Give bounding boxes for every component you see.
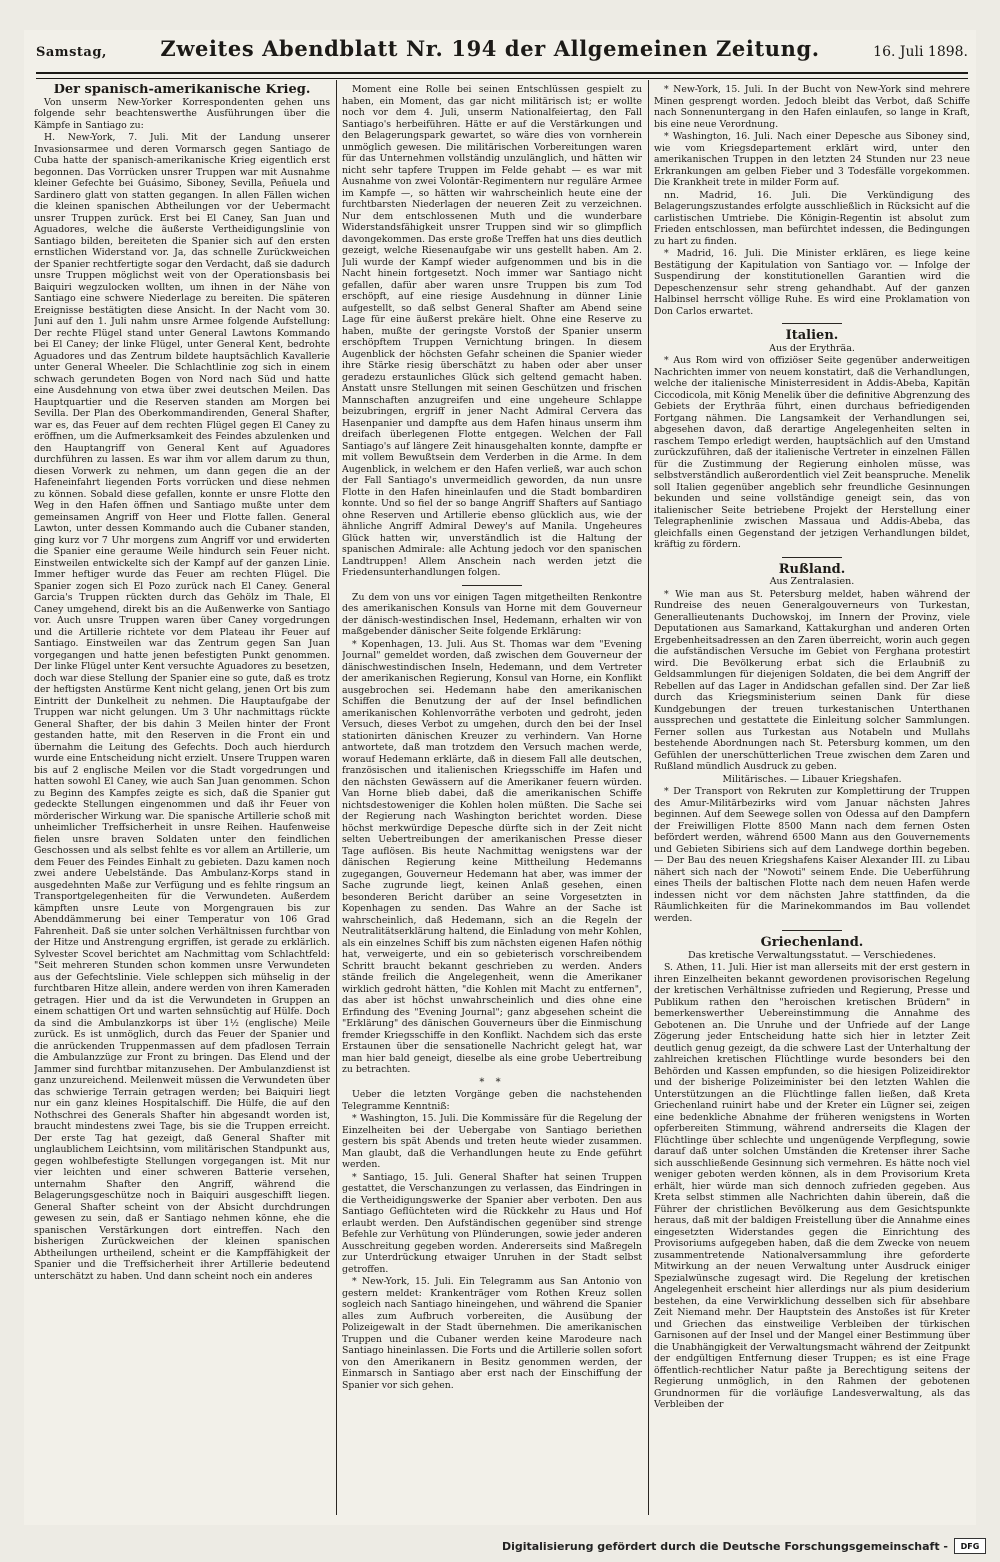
- section-divider: [782, 323, 842, 324]
- section-subheading-militaer: Militärisches. — Libauer Kriegshafen.: [722, 773, 902, 785]
- telegram-paragraph: * Madrid, 16. Juli. Die Minister erklären, es liege keine Bestätigung der Kapitulation von Santiago vor. — Infolge der Suspendirung der konstitutionellen Garantien wird die Depeschenzensur sehr streng gehandhabt. Auf der ganzen Halbinsel herrscht völlige Ruhe. Es wird eine Proklamation von Don Carlos erwartet.: [654, 248, 970, 317]
- telegram-paragraph: nn. Madrid, 16. Juli. Die Verkündigung des Belagerungszustandes erfolgte ausschließlich in Rücksicht auf die carlistischen Umtriebe. Die Königin-Regentin ist absolut zum Frieden entschlossen, man befürchtet indessen, die Bedingungen zu hart zu finden.: [654, 189, 970, 247]
- masthead-day: Samstag,: [36, 45, 107, 60]
- article-paragraph: Zu dem von uns vor einigen Tagen mitgetheilten Renkontre des amerikanischen Konsuls van Horne mit dem Gouverneur der dänisch-westindischen Insel, Hedemann, erhalten wir von maßgebender dänischer Seite folgende Erklärung:: [342, 591, 642, 637]
- article-intro: Von unserm New-Yorker Korrespondenten gehen uns folgende sehr beachtenswerthe Ausführungen über die Kämpfe in Santiago zu:: [34, 96, 330, 131]
- telegram-paragraph: * Washington, 15. Juli. Die Kommissäre für die Regelung der Einzelheiten bei der Uebergabe von Santiago beriethen gestern bis spät Abends und treten heute wieder zusammen. Man glaubt, daß die Verhandlungen heute zu Ende geführt werden.: [342, 1113, 642, 1170]
- section-subheading: Aus Zentralasien.: [769, 576, 855, 587]
- dfg-logo-icon: DFG: [954, 1538, 986, 1554]
- section-divider: [782, 557, 842, 558]
- section-heading-griechenland: Griechenland.: [760, 935, 864, 950]
- article-heading-krieg: Der spanisch-amerikanische Krieg.: [53, 84, 311, 97]
- telegram-paragraph: * Washington, 16. Juli. Nach einer Depesche aus Siboney sind, wie vom Kriegsdepartement erklärt wird, unter den amerikanischen Truppen in den letzten 24 Stunden nur 23 neue Erkrankungen am gelben Fieber und 3 Todesfälle vorgekommen. Die Krankheit trete in milder Form auf.: [654, 131, 970, 188]
- digitization-footer: [502, 1537, 986, 1555]
- section-subheading: Das kretische Verwaltungsstatut. — Verschiedenes.: [687, 949, 937, 961]
- section-divider: [782, 930, 842, 931]
- article-paragraph: Moment eine Rolle bei seinen Entschlüssen gespielt zu haben, ein Moment, das gar nicht militärisch ist; er wollte noch vor dem 4. Juli, unserm Nationalfeiertag, den Fall Santiago's herbeiführen. Hätte er auf die Verstärkungen und den Belagerungspark gewartet, so wäre dies von vornherein unmöglich gewesen. Die militärischen Vorbereitungen waren für das Unternehmen vollständig unzulänglich, und hätten wir nicht sehr tapfere Truppen im Felde gehabt — es war mit Ausnahme von zwei Volontär-Regimentern nur reguläre Armee im Kampfe —, so hätten wir wahrscheinlich heute eine der furchtbarsten Niederlagen der neueren Zeit zu verzeichnen. Nur dem entschlossenen Muth und die wunderbare Widerstandsfähigkeit unsrer Truppen sind wir so glimpflich davongekommen. Das erste große Treffen hat uns dies deutlich gezeigt, welche Riesenaufgabe wir uns gestellt haben. Am 2. Juli wurde der Kampf wieder aufgenommen und bis in die Nacht hinein fortgesetzt. Noch immer war Santiago nicht gefallen, dafür aber waren unsre Truppen bis zum Tod erschöpft, auf eine riesige Ausdehnung in dünner Linie aufgestellt, so daß selbst General Shafter am Abend seine Lage für eine äußerst prekäre hielt. Ohne eine Reserve zu haben, mußte der geringste Vorstoß der Spanier unserm erschöpftem Truppen Vernichtung bringen. In diesem Augenblick der höchsten Gefahr scheinen die Spanier wieder ihre Stärke riesig überschätzt zu haben oder aber unser geradezu erstaunliches Glück sich geltend gemacht haben. Anstatt unsre Stellungen mit seinen Geschützen und frischen Mannschaften anzugreifen und eine ungeheure Schlappe beizubringen, ergriff in jener Nacht Admiral Cervera das Hasenpanier und dampfte aus dem Hafen hinaus unserm ihm dreifach überlegenen Flotte entgegen. Welchen der Fall Santiago's auf längere Zeit hinausgehalten konnte, dampfte er mit vollem Bewußtsein dem Verderben in die Arme. In dem Augenblick, in welchem er den Hafen verließ, war auch schon der Fall Santiago's unvermeidlich geworden, da nun unsre Flotte in den Hafen hineinlaufen und die Stadt bombardiren konnte. Und so fiel der so bange Angriff Shafters auf Santiago ohne Reserven und Artillerie ebenso glücklich aus, wie der ähnliche Angriff Admiral Dewey's auf Manila. Ungeheures Glück hatten wir, unverständlich ist die Haltung der spanischen Admirale: alle Achtung jedoch vor den spanischen Landtruppen! Allem Anschein nach werden jetzt die Friedensunterhandlungen folgen.: [342, 84, 642, 578]
- masthead-rule: [36, 72, 968, 79]
- article-paragraph: * Aus Rom wird von offiziöser Seite gegenüber anderweitigen Nachrichten immer von neuem konstatirt, daß die Verhandlungen, welche der italienische Ministerresident in Addis-Abeba, Kapitän Ciccodicola, mit König Menelik über die definitive Abgrenzung des Gebiets der Erythräa führt, einen durchaus befriedigenden Fortgang nähmen. Die Langsamkeit der Verhandlungen sei, abgesehen davon, daß derartige Angelegenheiten selten in raschem Tempo erledigt werden, hauptsächlich auf den Umstand zurückzuführen, daß der italienische Vertreter in einzelnen Fällen für die Zustimmung der Regierung einholen müsse, was selbstverständlich außerordentlich viel Zeit beanspruche. Menelik soll Italien gegenüber angeblich sehr freundliche Gesinnungen bekunden und seine vollständige geneigt sein, das von italienischer Seite betriebene Projekt der Herstellung einer Telegraphenlinie zwischen Massaua und Addis-Abeba, das gleichfalls einen Gegenstand der jetzigen Verhandlungen bildet, kräftig zu fördern.: [654, 355, 970, 550]
- column-3: [654, 84, 970, 1515]
- telegram-intro: Ueber die letzten Vorgänge geben die nachstehenden Telegramme Kenntniß:: [342, 1089, 642, 1112]
- column-divider: [336, 80, 337, 1515]
- footer-credit: Digitalisierung gefördert durch die Deutsche Forschungsgemeinschaft -: [501, 1539, 948, 1553]
- masthead: [36, 36, 968, 72]
- article-paragraph: * Kopenhagen, 13. Juli. Aus St. Thomas war dem "Evening Journal" gemeldet worden, daß zwischen dem Gouverneur der dänischwestindischen Inseln, Hedemann, und dem Vertreter der amerikanischen Regierung, Konsul van Horne, ein Konflikt ausgebrochen sei. Hedemann habe den amerikanischen Schiffen die Benutzung der auf der Insel befindlichen amerikanischen Kohlenvorräthe verboten und gedroht, jeden Versuch, dieses Verbot zu umgehen, durch den bei der Insel stationirten dänischen Kreuzer zu verhindern. Van Horne antwortete, daß man trotzdem den Versuch machen werde, worauf Hedemann erklärte, daß in diesem Fall alle deutschen, französischen und italienischen Kriegsschiffe im Hafen und den nächsten Gewässern auf die Amerikaner feuern würden. Van Horne blieb dabei, daß die amerikanischen Schiffe nichtsdestoweniger die Kohlen holen müßten. Die Sache sei der Regierung nach Washington berichtet worden. Diese höchst merkwürdige Depesche dürfte sich in der Zeit nicht selten Uebertreibungen der amerikanischen Presse dieser Tage auflösen. Bis heute Nachmittag wenigstens war der dänischen Regierung keine Mittheilung Hedemanns zugegangen, Gouverneur Hedemann hat aber, was immer der Sache zugrunde liegt, keinen Anlaß gesehen, einen besonderen Bericht darüber an seine Vorgesetzten in Kopenhagen zu senden. Das Wahre an der Sache ist wahrscheinlich, daß Hedemann, sich an die Regeln der Neutralitätserklärung haltend, die Einladung von mehr Kohlen, als ein einzelnes Schiff bis zum nächsten eigenen Hafen nöthig hat, verweigerte, und ein so gebieterisch vorschreibendem Schritt braucht bekannt geschrieben zu werden. Anders stände freilich die Angelegenheit, wenn die Amerikaner wirklich gedroht hätten, "die Kohlen mit Macht zu entfernen", das aber ist höchst unwahrscheinlich und dies ohne eine Erfindung des "Evening Journal"; ganz abgesehen scheint die "Erklärung" des dänischen Gouverneurs über die Einmischung fremder Kriegsschiffe in den Konflikt. Nachdem sich das erste Erstaunen über die sensationelle Nachricht gelegt hat, war man hier bald geneigt, dieselbe als eine grobe Uebertreibung zu betrachten.: [342, 638, 642, 1075]
- section-heading-italien: Italien.: [785, 328, 839, 343]
- article-paragraph: S. Athen, 11. Juli. Hier ist man allerseits mit der erst gestern in ihren Einzelheiten bekannt gewordenen provisorischen Regelung der kretischen Verhältnisse zufrieden und Regierung, Presse und Publikum rathen den "heroischen kretischen Brüdern" in bemerkenswerther Uebereinstimmung die Annahme des Gebotenen an. Die Unruhe und der Unfriede auf der Lange Zögerung jeder Entscheidung hatte sich hier in letzter Zeit deutlich genug gezeigt, da die schwere Last der Unterhaltung der zahlreichen kretischen Flüchtlinge wurde besonders bei den Behörden und Kassen empfunden, so die hiesigen Polizeidirektor und der bisherige Polizeiminister bei den letzten Wahlen die Unterstützungen an die Flüchtlinge fallen ließen, daß Kreta Griechenland ruinirt habe und der Kreter ein Lügner sei, zeigen eine bedenkliche Abnahme der früheren wenigstens in Worten opferbereiten Stimmung, während andrerseits die Klagen der Flüchtlinge über schlechte und ungenügende Verpflegung, sowie darauf daß unter solchen Umständen die Kretenser ihrer Sache sich ausschließende Gesinnung sich vermehren. Es hätte noch viel weniger geboten werden können, als in dem Provisorium Kreta erhält, hier würde man sich dennoch zufrieden gegeben. Aus Kreta selbst stimmen alle Nachrichten dahin überein, daß die Führer der christlichen Bevölkerung aus dem Gesichtspunkte heraus, daß mit der baldigen Freistellung über die Annahme eines eingesetzten Widerstandes gegen die Einrichtung des Provisoriums aufgegeben haben, daß die dem Zwecke von neuem zusammentretende Nationalversammlung ihre geforderte Mitwirkung an der neuen Verwaltung unter Ausdruck einiger Spezialwünsche zugesagt wird. Die Regelung der kretischen Angelegenheit erscheint hier allerdings nur als pium desiderium bestehen, da eine Verwirklichung desselben sich für absehbare Zeit Niemand mehr. Der Hauptstein des Anstoßes ist für Kreter und Griechen das einstweilige Verbleiben der türkischen Garnisonen auf der Insel und der Mangel einer Bestimmung über die Unabhängigkeit der Verwaltungsmacht während der Zeitpunkt der endgültigen Entfernung dieser Truppen; es ist eine Frage öffentlich-rechtlicher Natur paßte ja Berechtigung seitens der Regierung unmöglich, in den Rahmen der gebotenen Grundnormen für die vorläufige Landesverwaltung, als das Verbleiben der: [654, 962, 970, 1410]
- article-paragraph: * Der Transport von Rekruten zur Komplettirung der Truppen des Amur-Militärbezirks wird vom Januar nächsten Jahres beginnen. Auf dem Seewege sollen von Odessa auf den Dampfern der Freiwilligen Flotte 8500 Mann nach dem fernen Osten befördert werden, während 6500 Mann aus den Gouvernements und Gebieten Sibiriens sich auf dem Landwege dorthin begeben. — Der Bau des neuen Kriegshafens Kaiser Alexander III. zu Libau nähert sich nach der "Nowoti" seinem Ende. Die Ueberführung eines Theils der baltischen Flotte nach dem neuen Hafen werde indessen nicht vor dem nächsten Jahre stattfinden, da die Räumlichkeiten für die Marinekommandos im Bau vollendet werden.: [654, 786, 970, 924]
- column-divider: [648, 80, 649, 1515]
- section-divider: [462, 585, 522, 586]
- section-subheading: Aus der Erythräa.: [769, 342, 855, 354]
- article-paragraph: * Wie man aus St. Petersburg meldet, haben während der Rundreise des neuen Generalgouverneurs von Turkestan, Generallieutenants Duchowskoj, im Innern der Provinz, viele Deputationen aus Samarkand, Kattakurghan und anderen Orten Ergebenheitsadressen an den Zaren überreicht, worin auch gegen die aufständischen Versuche im Gebiet von Ferghana protestirt wird. Die Bevölkerung erbat sich die Erlaubniß zu Geldsammlungen für diejenigen Soldaten, die bei dem Angriff der Rebellen auf das Lager in Andidschan gefallen sind. Der Zar ließ durch das Kriegsministerium seinen Dank für diese Kundgebungen der treuen turkestanischen Unterthanen aussprechen und gestattete die Einleitung solcher Sammlungen. Ferner sollen aus Turkestan aus Notabeln und Mullahs bestehende Abordnungen nach St. Petersburg kommen, um den Gefühlen der unerschütterlichen Treue zwischen dem Zaren und Rußland mündlich Ausdruck zu geben.: [654, 588, 970, 772]
- telegram-paragraph: * New-York, 15. Juli. In der Bucht von New-York sind mehrere Minen gesprengt worden. Jedoch bleibt das Verbot, daß Schiffe nach Sonnenuntergang in den Hafen einlaufen, so lange in Kraft, bis eine neue Verordnung.: [654, 84, 970, 130]
- section-stars: * *: [479, 1076, 505, 1088]
- masthead-date: 16. Juli 1898.: [873, 44, 968, 60]
- column-2: [342, 84, 642, 1515]
- telegram-paragraph: * New-York, 15. Juli. Ein Telegramm aus San Antonio von gestern meldet: Krankenträger vom Rothen Kreuz sollen sogleich nach Santiago hineingehen, und während die Spanier alles zum Aufbruch vorbereiten, die Ausübung der Polizeigewalt in der Stadt übernehmen. Die amerikanischen Truppen und die Cubaner werden keine Marodeure nach Santiago hineinlassen. Die Forts und die Artillerie sollen sofort von den Amerikanern in Besitz genommen werden, der Einmarsch in Santiago aber erst nach der Einschiffung der Spanier vor sich gehen.: [342, 1276, 642, 1391]
- masthead-title: Zweites Abendblatt Nr. 194 der Allgemeinen Zeitung.: [160, 36, 820, 61]
- telegram-paragraph: * Santiago, 15. Juli. General Shafter hat seinen Truppen gestattet, die Verschanzungen zu verlassen, das Eindringen in die Vertheidigungswerke der Spanier aber verboten. Den aus Santiago Geflüchteten wird die Rückkehr zu Haus und Hof erlaubt werden. Den Aufständischen gegenüber sind strenge Befehle zur Verhütung von Plünderungen, sowie jeder anderen Ausschreitung gegeben worden. Andererseits sind Maßregeln zur Unterdrückung etwaiger Unruhen in der Stadt selbst getroffen.: [342, 1171, 642, 1275]
- section-heading-russland: Rußland.: [778, 561, 846, 577]
- article-paragraph: H. New-York, 7. Juli. Mit der Landung unserer Invasionsarmee und deren Vormarsch gegen Santiago de Cuba hatte der spanisch-amerikanische Krieg eigentlich erst begonnen. Das Vorrücken unsrer Truppen war mit Ausnahme kleiner Gefechte bei Guásimo, Siboney, Sevilla, Peñuela und Sardinero glatt von statten gegangen. In allen Fällen wichen die kleinen spanischen Abtheilungen vor der Uebermacht unsrer Truppen zurück. Erst bei El Caney, San Juan und Aguadores, welche die äußerste Vertheidigungslinie von Santiago bilden, bereiteten die Spanier sich auf den ersten ernstlichen Widerstand vor. Ja, das schnelle Zurückweichen der Spanier rechtfertigte sogar den Verdacht, daß sie dadurch unsre Truppen möglichst weit von der Operationsbasis bei Baiquiri wegzulocken wollten, um ihnen in der Nähe von Santiago eine schwere Niederlage zu bereiten. Die späteren Ereignisse bestätigten diese Ansicht. In der Nacht vom 30. Juni auf den 1. Juli nahm unsre Armee folgende Aufstellung: Der rechte Flügel stand unter General Lawtons Kommando bei El Caney; der linke Flügel, unter General Kent, bedrohte Aguadores und das Zentrum bildete hauptsächlich Kavallerie unter General Wheeler. Die Schlachtlinie zog sich in einem schwach gerundeten Bogen von Nord nach Süd und hatte eine Ausdehnung von etwa über zwei deutschen Meilen. Das Hauptquartier und die Reserven standen am Morgen bei Sevilla. Der Plan des Oberkommandirenden, General Shafter, war es, das Feuer auf dem rechten Flügel gegen El Caney zu eröffnen, um die Aufmerksamkeit des Feindes abzulenken und den Hauptangriff von General Kent auf Aguadores durchführen zu lassen. Es war ihm vor allem darum zu thun, diesen Vorwerk zu nehmen, um dann gegen die an der Hafeneinfahrt liegenden Forts vorrücken und diese nehmen zu können. Sobald diese gefallen, konnte er unsre Flotte den Weg in den Hafen öffnen und Santiago mußte unter dem gemeinsamen Angriff von Heer und Flotte fallen. General Lawton, unter dessen Kommando auch die Cubaner standen, ging kurz vor 7 Uhr morgens zum Angriff vor und erwiderten die Spanier eine geraume Weile hindurch sein Feuer nicht. Einstweilen entwickelte sich der Kampf auf der ganzen Linie. Immer heftiger wurde das Feuer am rechten Flügel. Die Spanier zogen sich El Pozo zurück nach El Caney. General Garcia's Truppen rückten durch das Gehölz im Thale, El Caney umgehend, direkt bis an die Außenwerke von Santiago vor. Auch unsre Truppen waren über Caney vorgedrungen und die Artillerie richtete vor dem Plateau ihr Feuer auf Santiago. Einstweilen war das Zentrum gegen San Juan vorgegangen und hatte jenen befestigten Punkt genommen. Der linke Flügel unter Kent versuchte Aguadores zu besetzen, doch war diese Stellung der Spanier eine so gute, daß es trotz der heftigsten Anstürme Kent nicht gelang, jenen Ort bis zum Eintritt der Dunkelheit zu nehmen. Die Hauptaufgabe der Truppen war nicht gelungen. Um 3 Uhr nachmittags rückte General Shafter, der bis dahin 3 Meilen hinter der Front gestanden hatte, mit den Reserven in die Front ein und übernahm die Leitung des Gefechts. Doch auch hierdurch wurde eine Entscheidung nicht erzielt. Unsere Truppen waren bis auf 2 englische Meilen vor die Stadt vorgedrungen und hatten sowohl El Caney, wie auch San Juan genommen. Schon zu Beginn des Kampfes zeigte es sich, daß die Spanier gut gedeckte Stellungen eingenommen und daß ihr Feuer von mörderischer Wirkung war. Die spanische Artillerie schoß mit unheimlicher Treffsicherheit in unsre Reihen. Haufenweise fielen unsre braven Soldaten unter den feindlichen Geschossen und als selbst fehlte es vor allem an Artillerie, um dem Feuer des Feindes Einhalt zu gebieten. Dazu kamen noch zwei andere Uebelstände. Das Ambulanz-Korps stand in ausgedehnten Maße zur Verfügung und es fehlte ringsum an Transportgelegenheiten für die Verwundeten. Außerdem kämpften unsre Leute von Morgengrauen bis zur Abenddämmerung bei einer Temperatur von 106 Grad Fahrenheit. Daß sie unter solchen Verhältnissen furchtbar von der Hitze und Anstrengung ergriffen, ist gerade zu erklärlich. Sylvester Scovel berichtet am Nachmittag vom Schlachtfeld: "Seit mehreren Stunden schon kommen unsre Verwundeten aus der Gefechtslinie. Viele schleppen sich mühselig in der furchtbaren Hitze allein, andere werden von ihren Kameraden getragen. Hier und da ist die Verwundeten in Gruppen an einem schattigen Ort und warten sehnsüchtig auf Hülfe. Doch da sind die Ambulanzkorps ist über 1½ (englische) Meile zurück. Es ist unmöglich, durch das Feuer der Spanier und die anrückenden Truppenmassen auf dem pfadlosen Terrain die Ambulanzzüge zur Front zu bringen. Das Elend und der Jammer sind furchtbar mitanzusehen. Der Ambulanzdienst ist ganz unzureichend. Meilenweit müssen die Verwundeten über das schwierige Terrain getragen werden; bei Baiquiri liegt nur ein ganz kleines Hospitalschiff. Die Hülfe, die auf den Nothschrei des Generals Shafter hin abgesandt worden ist, braucht mindestens zwei Tage, bis sie die Truppen erreicht. Der erste Tag hat gezeigt, daß General Shafter mit unglaublichem Leichtsinn, vom militärischen Standpunkt aus, gegen wohlbefestigte Stellungen vorgegangen ist. Mit nur vier leichten und einer schweren Batterie versehen, unternahm Shafter den Angriff, während die Belagerungsgeschütze noch in Baiquiri ausgeschifft liegen. General Shafter scheint von der Absicht durchdrungen gewesen zu sein, daß er Santiago nehmen könne, ehe die spanischen Verstärkungen dort eintreffen. Nach den bisherigen Zurückweichen der kleinen spanischen Abtheilungen urtheilend, scheint er die Kampffähigkeit der Spanier und die Treffsicherheit ihrer Artillerie bedeutend unterschätzt zu haben. Und dann scheint noch ein anderes: [34, 132, 330, 1282]
- newspaper-page: [24, 30, 976, 1525]
- column-1: [34, 84, 330, 1515]
